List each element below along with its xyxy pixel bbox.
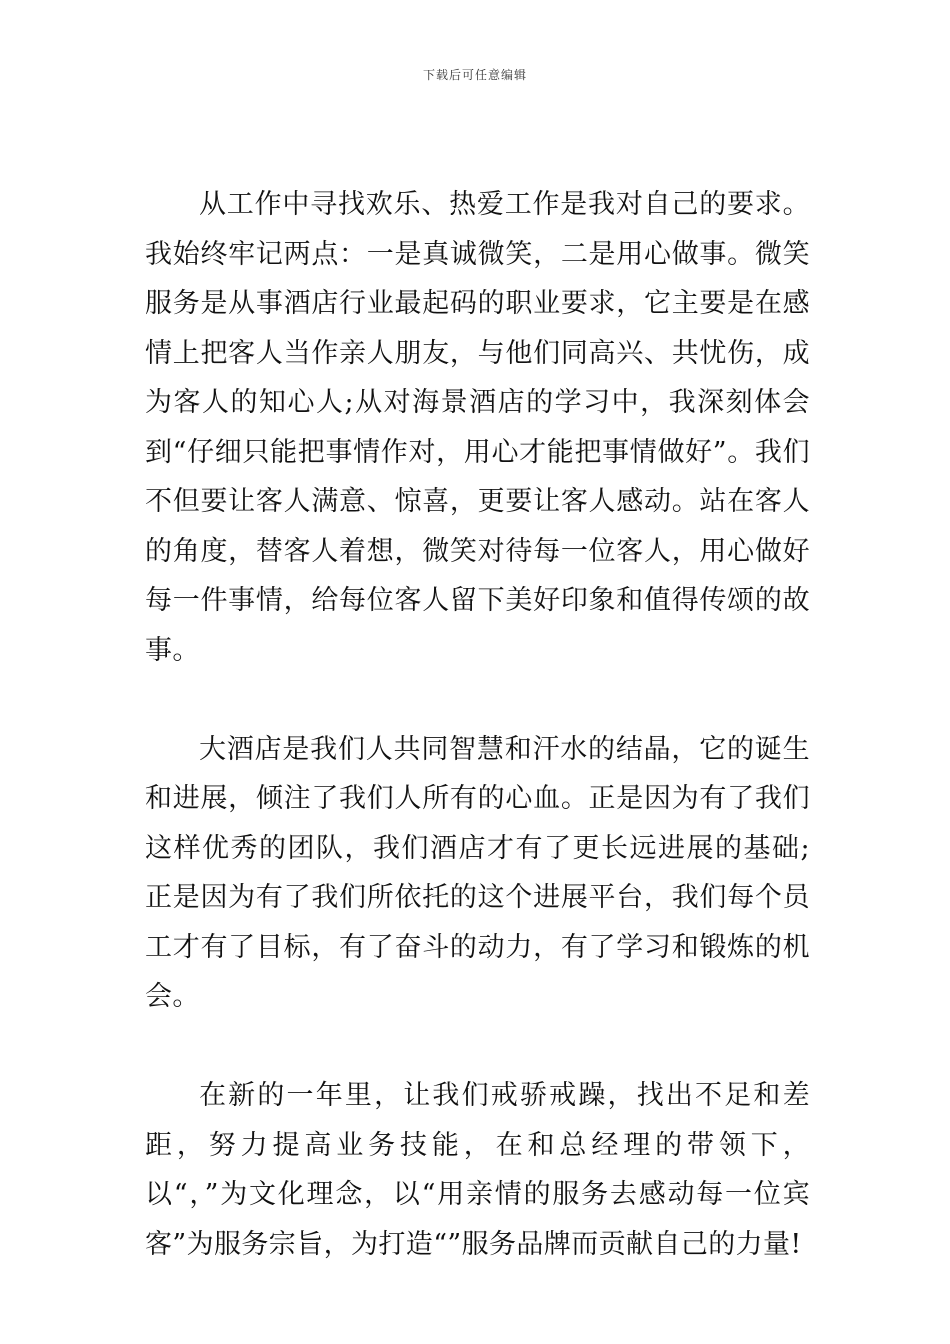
- header-note: 下载后可任意编辑: [422, 68, 527, 82]
- document-body: [145, 180, 810, 1269]
- paragraph-3: 在新的一年里，让我们戒骄戒躁，找出不足和差距，努力提高业务技能，在和总经理的带领下，以“，”为文化理念，以“用亲情的服务去感动每一位宾客”为服务宗旨，为打造“”服务品牌而贡献自己的力量!: [145, 1080, 810, 1260]
- paragraph-2: 大酒店是我们人共同智慧和汗水的结晶，它的诞生和进展，倾注了我们人所有的心血。正是因为有了我们这样优秀的团队，我们酒店才有了更长远进展的基础;正是因为有了我们所依托的这个进展平台，我们每个员工才有了目标，有了奋斗的动力，有了学习和锻炼的机会。: [145, 733, 810, 1012]
- paragraph-1: 从工作中寻找欢乐、热爱工作是我对自己的要求。我始终牢记两点：一是真诚微笑，二是用心做事。微笑服务是从事酒店行业最起码的职业要求，它主要是在感情上把客人当作亲人朋友，与他们同高兴、共忧伤，成为客人的知心人;从对海景酒店的学习中，我深刻体会到“仔细只能把事情作对，用心才能把事情做好”。我们不但要让客人满意、惊喜，更要让客人感动。站在客人的角度，替客人着想，微笑对待每一位客人，用心做好每一件事情，给每位客人留下美好印象和值得传颂的故事。: [145, 189, 810, 666]
